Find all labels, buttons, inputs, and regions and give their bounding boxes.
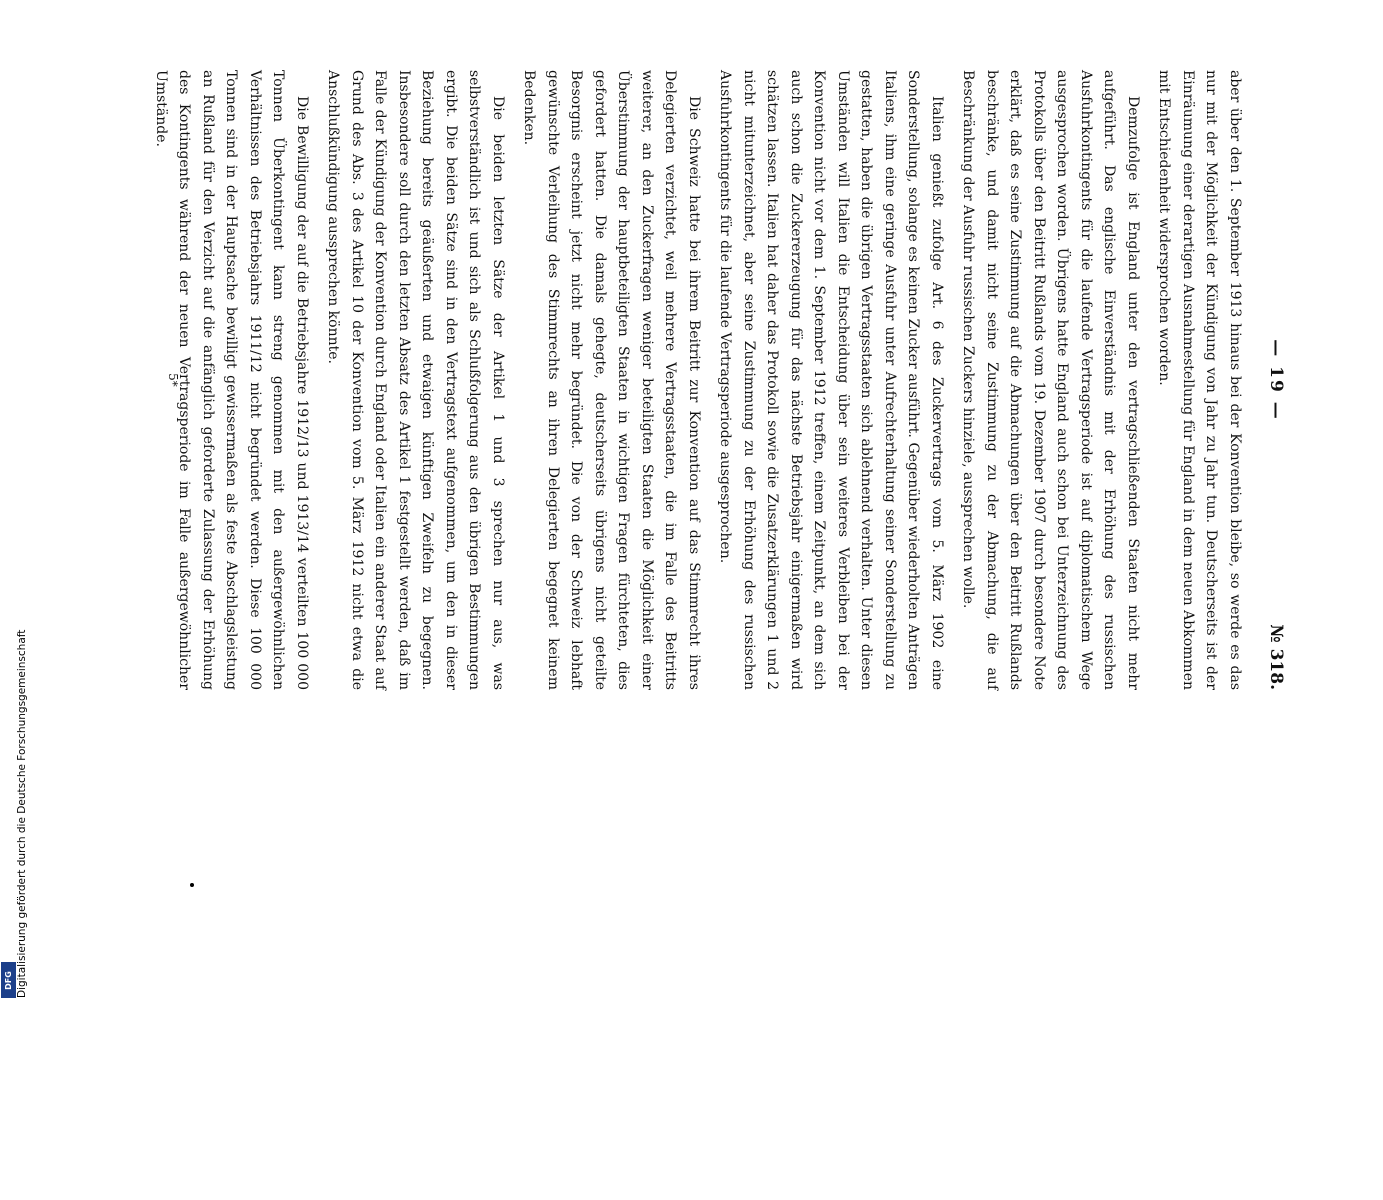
- document-number: № 318.: [1266, 624, 1286, 690]
- signature-mark: 5*: [166, 373, 180, 387]
- page-header: [1250, 70, 1290, 690]
- page-body: [141, 70, 1247, 690]
- paragraph: Die Schweiz hatte bei ihrem Beitritt zur Konvention auf das Stimmrecht ihres Delegierten verzichtet, weil mehrere Vertragsstaaten, die im Falle des Beitritts weiterer, an den Zuckerfragen weniger beteiligten Staaten die Möglichkeit einer Überstimmung der hauptbeteiligten Staaten in wichtigen Fragen fürchteten, dies gefordert hatten. Die damals gehegte, deutscherseits übrigens nicht geteilte Besorgnis erscheint jetzt nicht mehr begründet. Die von der Schweiz lebhaft gewünschte Verleihung des Stimmrechts an ihren Delegierten begegnet keinem Bedenken.: [521, 70, 702, 690]
- paragraph: Italien genießt zufolge Art. 6 des Zuckervertrags vom 5. März 1902 eine Sonderstellung, solange es keinen Zucker ausführt. Gegenüber wiederholten Anträgen Italiens, ihm eine geringe Ausfuhr unter Aufrechterhaltung seiner Sonderstellung zu gestatten, haben die übrigen Vertragsstaaten sich ablehnend verhalten. Unter diesen Umständen will Italien die Entscheidung über sein weiteres Verbleiben bei der Konvention nicht vor dem 1. September 1912 treffen, einem Zeitpunkt, an dem sich auch schon die Zuckererzeugung für das nächste Betriebsjahr einigermaßen wird schätzen lassen. Italien hat daher das Protokoll sowie die Zusatzerklärungen 1 und 2 nicht mitunterzeichnet, aber seine Zustimmung zu der Erhöhung des russischen Ausfuhrkontingents für die laufende Vertragsperiode ausgesprochen.: [717, 70, 945, 690]
- digitization-credit-text: Digitalisierung gefördert durch die Deutsche Forschungsgemeinschaft: [16, 629, 28, 998]
- dfg-logo-text: DFG: [4, 970, 14, 990]
- paragraph: Demzufolge ist England unter den vertragschließenden Staaten nicht mehr aufgeführt. Das englische Einverständnis mit der Erhöhung des russischen Ausfuhrkontingents für die laufende Vertragsperiode ist auf diplomatischem Wege ausgesprochen worden. Übrigens hatte England auch schon bei Unterzeichnung des Protokolls über den Beitritt Rußlands vom 19. Dezember 1907 durch besondere Note erklärt, daß es seine Zustimmung auf die Abmachungen über den Beitritt Rußlands beschränke, und damit nicht seine Zustimmung zu der Abmachung, die auf Beschränkung der Ausfuhr russischen Zuckers hinziele, aussprechen wolle.: [960, 70, 1141, 690]
- paragraph: Die beiden letzten Sätze der Artikel 1 und 3 sprechen nur aus, was selbstverständlich ist und sich als Schlußfolgerung aus den übrigen Bestimmungen ergibt. Die beiden Sätze sind in den Vertragstext aufgenommen, um den in dieser Beziehung bereits geäußerten und etwaigen künftigen Zweifeln zu begegnen. Insbesondere soll durch den letzten Absatz des Artikel 1 festgestellt werden, daß im Falle der Kündigung der Konvention durch England oder Italien ein anderer Staat auf Grund des Abs. 3 des Artikel 10 der Konvention vom 5. März 1912 nicht etwa die Anschlußkündigung aussprechen könnte.: [325, 70, 506, 690]
- dfg-logo: [1, 962, 16, 998]
- rotated-page-content: [150, 70, 1290, 690]
- page-number: — 19 —: [1266, 339, 1286, 421]
- scanned-page: [150, 70, 1310, 1200]
- digitization-credit-sidebar: [0, 400, 28, 1000]
- paragraph: aber über den 1. September 1913 hinaus bei der Konvention bleibe, so werde es das nur mit der Möglichkeit der Kündigung von Jahr zu Jahr tun. Deutscherseits ist der Einräumung einer derartigen Ausnahmestellung für England in dem neuen Abkommen mit Entschiedenheit widersprochen worden.: [1156, 70, 1243, 690]
- paragraph: Die Bewilligung der auf die Betriebsjahre 1912/13 und 1913/14 verteilten 100 000 Tonnen Überkontingent kann streng genommen mit den außergewöhnlichen Verhältnissen des Betriebsjahrs 1911/12 nicht begründet werden. Diese 100 000 Tonnen sind in der Hauptsache bewilligt gewissermaßen als feste Abschlagsleistung an Rußland für den Verzicht auf die anfänglich geforderte Zulassung der Erhöhung des Kontingents während der neuen Vertragsperiode im Falle außergewöhnlicher Umstände.: [153, 70, 310, 690]
